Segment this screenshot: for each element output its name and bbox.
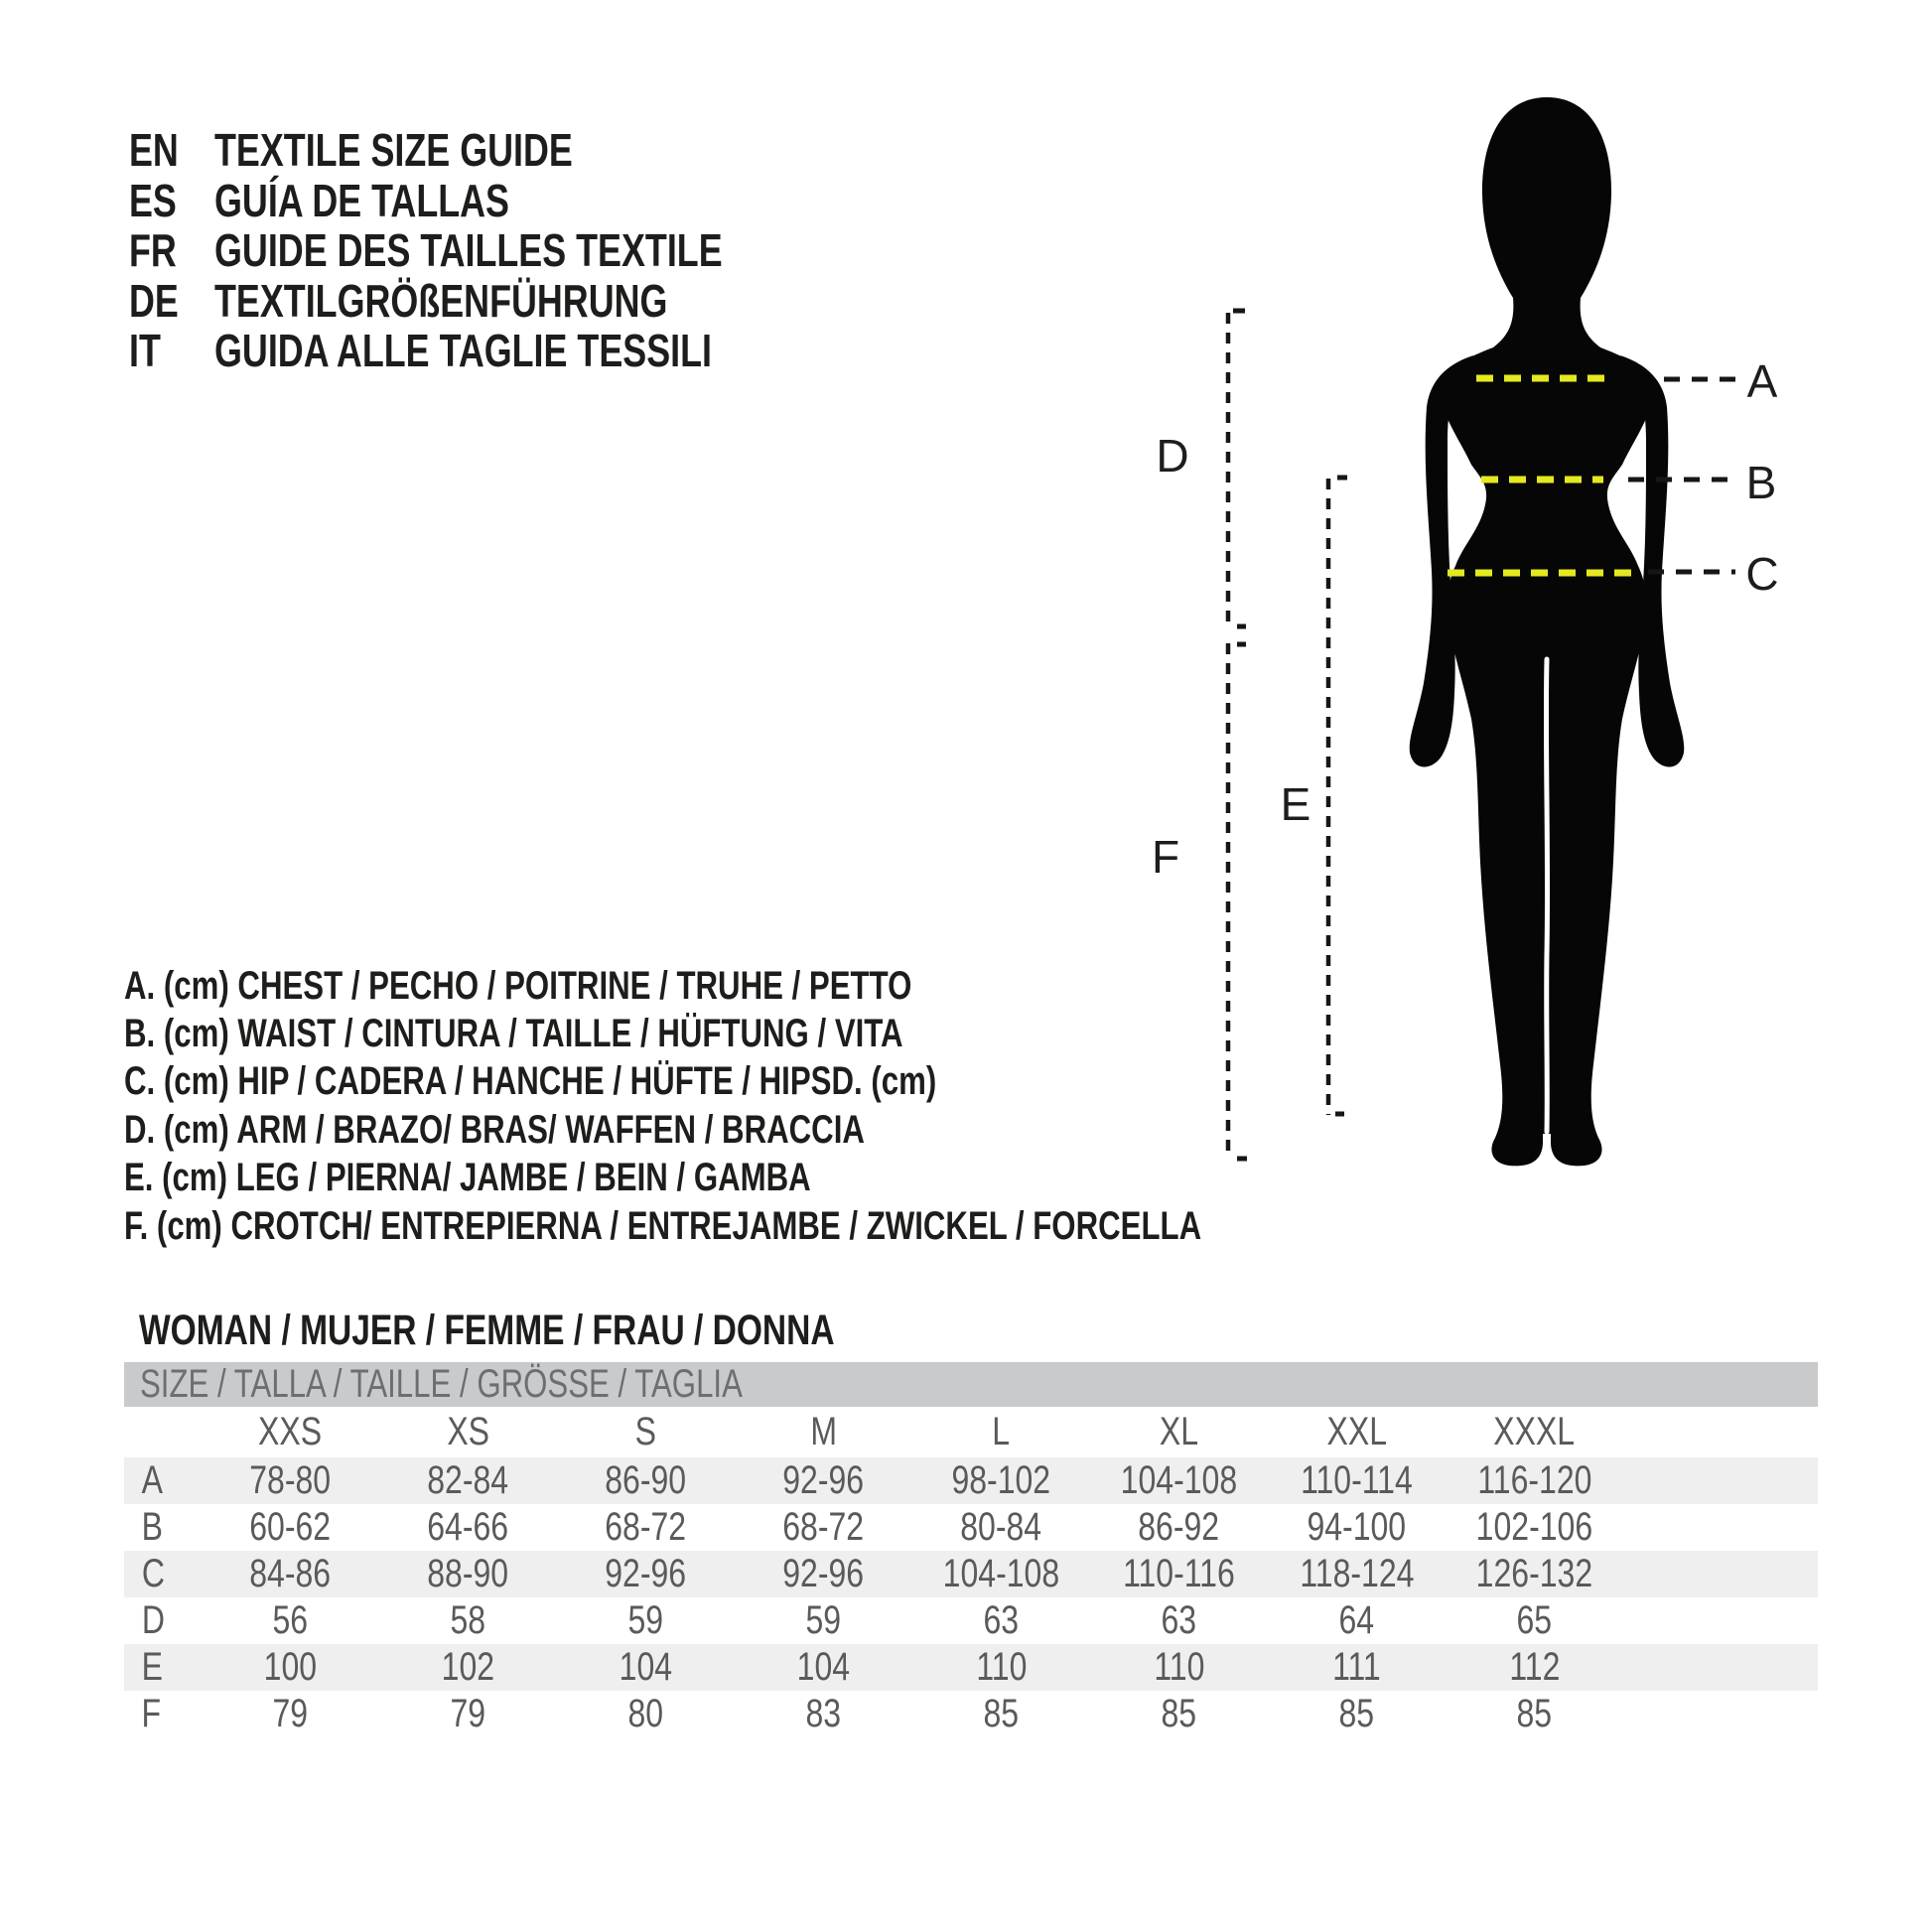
table-cell-value: 110 [1153,1645,1205,1689]
size-column-header [912,1410,1090,1454]
row-measure-label [124,1598,202,1643]
table-cell-value: 68-72 [605,1505,687,1549]
table-cell-value: 85 [1516,1692,1553,1735]
table-cell [557,1598,735,1643]
table-row [124,1551,1818,1597]
size-column-header-text: M [810,1410,837,1453]
row-measure-label [124,1505,202,1550]
table-cell [912,1598,1090,1643]
size-column-header-text: XXS [258,1410,323,1453]
size-table-columns-row [124,1407,1818,1457]
table-cell-value: 102 [441,1645,495,1689]
figure-label-f: F [1151,831,1180,883]
table-cell [202,1692,379,1736]
table-cell [379,1645,557,1690]
table-cell-value: 60-62 [249,1505,332,1549]
table-row [124,1597,1818,1644]
measurement-line-text: B. (cm) WAIST / CINTURA / TAILLE / HÜFTUNG / VITA [124,1012,903,1056]
table-cell-value: 86-92 [1138,1505,1220,1549]
size-column-header [735,1410,912,1454]
table-cell [202,1505,379,1550]
measurement-line [124,962,1505,1010]
table-cell-value: 80-84 [960,1505,1042,1549]
measurement-line-text: A. (cm) CHEST / PECHO / POITRINE / TRUHE / PETTO [124,963,912,1008]
table-cell-value: 118-124 [1299,1552,1415,1595]
table-cell [1090,1692,1268,1736]
table-cell-value: 92-96 [782,1458,865,1502]
table-cell-value: 84-86 [249,1552,332,1595]
table-cell [1268,1552,1446,1596]
table-cell-value: 104 [619,1645,673,1689]
table-cell [912,1645,1090,1690]
size-column-header [379,1410,557,1454]
row-measure-label [124,1552,202,1596]
table-cell [735,1692,912,1736]
table-row [124,1457,1818,1504]
table-cell-value: 79 [450,1692,486,1735]
table-cell [557,1692,735,1736]
row-measure-label-text: D [141,1598,166,1642]
table-cell [1090,1552,1268,1596]
figure-label-c: C [1745,548,1779,600]
language-code [129,274,214,328]
table-cell-value: 116-120 [1476,1458,1592,1502]
table-cell-value: 110-116 [1123,1552,1235,1595]
row-measure-label-text: B [141,1505,164,1549]
measurement-line [124,1202,1505,1250]
language-title [214,274,795,328]
table-cell [1446,1598,1623,1643]
table-cell [1268,1645,1446,1690]
row-measure-label-text: A [141,1458,164,1502]
size-table [124,1362,1818,1737]
language-code-text: FR [129,224,177,277]
size-column-header-text: XS [447,1410,489,1453]
table-cell [557,1552,735,1596]
table-cell-value: 100 [263,1645,318,1689]
size-column-header [202,1410,379,1454]
table-cell-value: 92-96 [782,1552,865,1595]
measurement-line-text: C. (cm) HIP / CADERA / HANCHE / HÜFTE / HIPSD. (cm) [124,1059,937,1104]
language-code-text: DE [129,274,179,327]
table-cell-value: 85 [983,1692,1020,1735]
size-column-header-text: L [992,1410,1011,1453]
language-title-text: TEXTILE SIZE GUIDE [214,124,573,177]
table-cell [735,1552,912,1596]
table-cell-value: 82-84 [427,1458,509,1502]
row-measure-label-text: E [141,1645,164,1689]
table-cell-value: 64-66 [427,1505,509,1549]
table-cell-value: 86-90 [605,1458,687,1502]
table-cell [379,1458,557,1503]
table-row [124,1644,1818,1691]
language-row [129,125,866,176]
language-title [214,223,866,277]
language-code [129,324,214,377]
table-cell [912,1458,1090,1503]
table-cell-value: 63 [1161,1598,1197,1642]
table-cell-value: 98-102 [951,1458,1051,1502]
measurement-line-text: D. (cm) ARM / BRAZO/ BRAS/ WAFFEN / BRACCIA [124,1107,865,1152]
size-column-header-text: XL [1159,1410,1199,1453]
table-cell-value: 102-106 [1475,1505,1593,1549]
table-cell [735,1505,912,1550]
table-cell [1090,1505,1268,1550]
table-cell [379,1552,557,1596]
table-cell-value: 104-108 [1120,1458,1238,1502]
language-code [129,123,214,177]
table-cell [1268,1458,1446,1503]
table-cell-value: 56 [272,1598,309,1642]
language-code [129,174,214,227]
measurement-line [124,1058,1505,1106]
table-cell-value: 88-90 [427,1552,509,1595]
table-cell [1268,1598,1446,1643]
table-cell [1268,1505,1446,1550]
table-cell [379,1692,557,1736]
table-cell-value: 92-96 [605,1552,687,1595]
language-code-text: IT [129,325,161,377]
language-code-text: ES [129,174,177,226]
measurement-line [124,1106,1505,1154]
language-row [129,326,866,376]
table-cell-value: 59 [805,1598,842,1642]
table-cell [1090,1598,1268,1643]
table-cell [912,1505,1090,1550]
size-column-header-text: XXXL [1493,1410,1576,1453]
row-measure-label [124,1692,202,1736]
table-cell [1090,1458,1268,1503]
table-cell-value: 78-80 [249,1458,332,1502]
table-cell-value: 80 [627,1692,664,1735]
table-cell-value: 112 [1508,1645,1561,1689]
table-cell [912,1692,1090,1736]
table-cell [202,1598,379,1643]
table-cell-value: 65 [1516,1598,1553,1642]
table-cell-value: 79 [272,1692,309,1735]
row-measure-label-text: C [141,1552,166,1595]
table-cell-value: 59 [627,1598,664,1642]
table-cell [1446,1505,1623,1550]
size-table-header-bar [124,1362,1818,1407]
table-cell-value: 110-114 [1301,1458,1413,1502]
table-cell [1446,1552,1623,1596]
language-code [129,223,214,277]
size-column-header-text: S [634,1410,657,1453]
table-cell [202,1458,379,1503]
measurement-line-text: E. (cm) LEG / PIERNA/ JAMBE / BEIN / GAMBA [124,1156,811,1200]
language-row [129,176,866,226]
table-cell-value: 85 [1161,1692,1197,1735]
measurement-line-text: F. (cm) CROTCH/ ENTREPIERNA / ENTREJAMBE / ZWICKEL / FORCELLA [124,1203,1202,1248]
language-title-text: TEXTILGRÖßENFÜHRUNG [214,274,668,327]
table-cell [735,1458,912,1503]
table-cell [202,1645,379,1690]
table-cell [1446,1645,1623,1690]
section-title-text: WOMAN / MUJER / FEMME / FRAU / DONNA [139,1307,835,1354]
table-cell [912,1552,1090,1596]
measurement-line [124,1010,1505,1057]
table-cell-value: 64 [1338,1598,1375,1642]
size-column-header-text: XXL [1326,1410,1387,1453]
table-cell-value: 110 [975,1645,1028,1689]
table-cell [1446,1692,1623,1736]
measurement-line [124,1155,1505,1202]
table-cell-value: 58 [450,1598,486,1642]
size-column-header [557,1410,735,1454]
table-cell [735,1645,912,1690]
language-title [214,123,674,177]
table-cell [735,1598,912,1643]
language-guide-list [129,125,866,376]
language-row [129,225,866,276]
table-cell-value: 63 [983,1598,1020,1642]
language-row [129,276,866,327]
table-cell [1090,1645,1268,1690]
figure-label-e: E [1280,778,1311,830]
table-cell [379,1598,557,1643]
size-table-header-text: SIZE / TALLA / TAILLE / GRÖSSE / TAGLIA [140,1362,743,1406]
row-measure-label [124,1458,202,1503]
language-title-text: GUIDE DES TAILLES TEXTILE [214,224,723,277]
table-cell-value: 94-100 [1307,1505,1407,1549]
table-row [124,1691,1818,1737]
table-row [124,1504,1818,1551]
language-title-text: GUIDA ALLE TAGLIE TESSILI [214,325,712,377]
row-measure-label-text: F [141,1692,161,1735]
figure-label-b: B [1745,457,1777,508]
language-title [214,324,852,377]
table-cell-value: 83 [805,1692,842,1735]
measurement-legend [124,962,1505,1250]
size-column-header [1446,1410,1623,1454]
table-cell-value: 85 [1338,1692,1375,1735]
table-cell-value: 111 [1332,1645,1381,1689]
size-column-header [1090,1410,1268,1454]
row-measure-label [124,1645,202,1690]
section-title-woman [139,1307,1031,1355]
language-title-text: GUÍA DE TALLAS [214,174,509,226]
table-cell-value: 126-132 [1475,1552,1593,1595]
table-cell [557,1458,735,1503]
language-title [214,174,593,227]
table-cell [202,1552,379,1596]
table-cell [557,1645,735,1690]
language-code-text: EN [129,124,179,177]
size-column-header [1268,1410,1446,1454]
figure-label-a: A [1746,355,1778,407]
figure-label-d: D [1156,430,1189,482]
table-cell [379,1505,557,1550]
table-cell-value: 104-108 [942,1552,1060,1595]
table-cell [1268,1692,1446,1736]
table-cell [557,1505,735,1550]
table-cell [1446,1458,1623,1503]
size-table-body [124,1457,1818,1737]
table-cell-value: 104 [796,1645,851,1689]
table-cell-value: 68-72 [782,1505,865,1549]
